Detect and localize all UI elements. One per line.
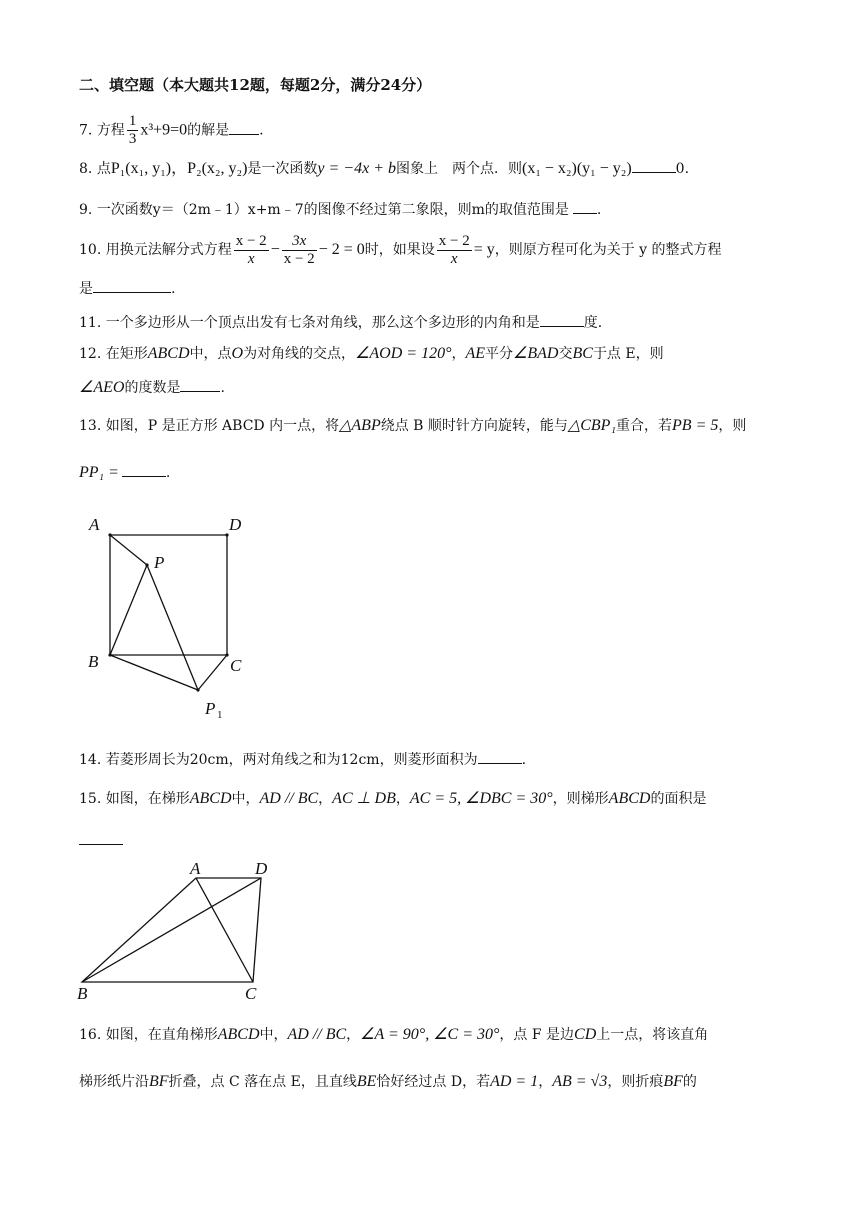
- label-a: A: [190, 859, 201, 878]
- q7-number: 7.: [79, 122, 93, 139]
- q11-number: 11.: [79, 315, 102, 331]
- question-13: 13. 如图，P 是正方形 ABCD 内一点，将△ABP绕点 B 顺时针方向旋转，能与△CBP₁重合，若PB = 5，则: [79, 417, 747, 434]
- label-p: P: [154, 553, 165, 572]
- label-b: B: [88, 652, 99, 671]
- q14-answer-blank: [478, 749, 522, 764]
- question-7: 7. 方程 $\frac{1}{3}$ x³+9=0的解是 .: [79, 113, 264, 147]
- square-abcd: [110, 535, 227, 655]
- label-d: D: [229, 515, 242, 534]
- q10-fraction-2: $\frac{3x}{x - 2}$: [283, 232, 315, 267]
- q10-number: 10.: [79, 242, 102, 258]
- segment-cp1: [198, 655, 227, 690]
- label-d: D: [255, 859, 268, 878]
- q15-answer-blank: [79, 830, 123, 845]
- q8-expression: (x₁ − x₂)(y₁ − y₂): [522, 160, 632, 177]
- q7-expression: x³+9=0: [140, 121, 188, 139]
- question-13-cont: PP₁ = .: [79, 464, 171, 481]
- question-10: 10. 用换元法解分式方程 $\frac{x - 2}{x}$ − $\frac{3x}{x - 2}$ − 2 = 0时，如果设 $\frac{x - 2}{x}$ = y，则原方程可化为关于 y 的整式方程: [79, 232, 722, 267]
- q14-text: 若菱形周长为20cm，两对角线之和为12cm，则菱形面积为: [105, 752, 478, 768]
- question-10-cont: 是 .: [79, 278, 175, 299]
- q10-fraction-1: $\frac{x - 2}{x}$: [235, 232, 267, 267]
- label-b: B: [77, 984, 88, 1003]
- question-15: 15. 如图，在梯形ABCD中，AD // BC，AC ⊥ DB，AC = 5, ∠DBC = 30°，则梯形ABCD的面积是: [79, 790, 707, 807]
- q11-text: 一个多边形从一个顶点出发有七条对角线，那么这个多边形的内角和是: [105, 315, 540, 331]
- segment-bp1: [110, 655, 198, 690]
- segment-ap: [110, 535, 147, 565]
- question-12: 12. 在矩形ABCD中，点O为对角线的交点，∠AOD = 120°，AE平分∠BAD交BC于点 E，则: [79, 345, 664, 362]
- label-a: A: [89, 515, 100, 534]
- q8-point-p1: P₁(x₁, y₁)，: [110, 160, 188, 177]
- question-9: 9. 一次函数y＝（2m﹣1）x+m﹣7的图像不经过第二象限，则m的取值范围是 .: [79, 199, 601, 220]
- q10-fraction-3: $\frac{x - 2}{x}$: [438, 232, 470, 267]
- segment-pb: [110, 565, 147, 655]
- diagonal-bd: [82, 878, 261, 982]
- q16-number: 16.: [79, 1027, 102, 1043]
- q7-text-2: 的解是: [187, 122, 230, 139]
- label-p1-sub: 1: [217, 709, 223, 721]
- q9-text: 一次函数y＝（2m﹣1）x+m﹣7的图像不经过第二象限，则m的取值范围是: [96, 202, 569, 218]
- q13-number: 13.: [79, 418, 102, 434]
- q8-function: y = −4x + b: [317, 160, 396, 177]
- question-11: 11. 一个多边形从一个顶点出发有七条对角线，那么这个多边形的内角和是 度.: [79, 312, 602, 333]
- q12-number: 12.: [79, 346, 102, 362]
- section-title: 二、填空题（本大题共12题，每题2分，满分24分）: [79, 76, 432, 94]
- question-15-cont: [79, 830, 123, 851]
- question-12-cont: ∠AEO的度数是 .: [79, 379, 225, 396]
- question-16-cont: 梯形纸片沿BF折叠，点 C 落在点 E，且直线BE恰好经过点 D，若AD = 1，AB = √3，则折痕BF的: [79, 1073, 697, 1090]
- q8-number: 8.: [79, 161, 93, 177]
- q15-number: 15.: [79, 791, 102, 807]
- diagonal-ac: [196, 878, 253, 982]
- q7-text-1: 方程: [96, 122, 125, 139]
- label-p1: P: [205, 699, 216, 718]
- figure-15-trapezoid: [82, 878, 261, 982]
- q14-number: 14.: [79, 752, 102, 768]
- label-c: C: [230, 656, 242, 675]
- label-c: C: [245, 984, 257, 1003]
- segment-pp1: [147, 565, 198, 690]
- question-14: 14. 若菱形周长为20cm，两对角线之和为12cm，则菱形面积为 .: [79, 749, 526, 770]
- question-8: 8. 点P₁(x₁, y₁)，P₂(x₂, y₂)是一次函数y = −4x + b图象上 两个点．则(x₁ − x₂)(y₁ − y₂) 0.: [79, 160, 690, 177]
- q7-fraction: $\frac{1}{3}$: [128, 113, 137, 147]
- question-16: 16. 如图，在直角梯形ABCD中，AD // BC，∠A = 90°, ∠C = 30°，点 F 是边CD上一点，将该直角: [79, 1026, 709, 1043]
- q8-point-p2: P₂(x₂, y₂): [187, 160, 248, 177]
- q9-number: 9.: [79, 202, 93, 218]
